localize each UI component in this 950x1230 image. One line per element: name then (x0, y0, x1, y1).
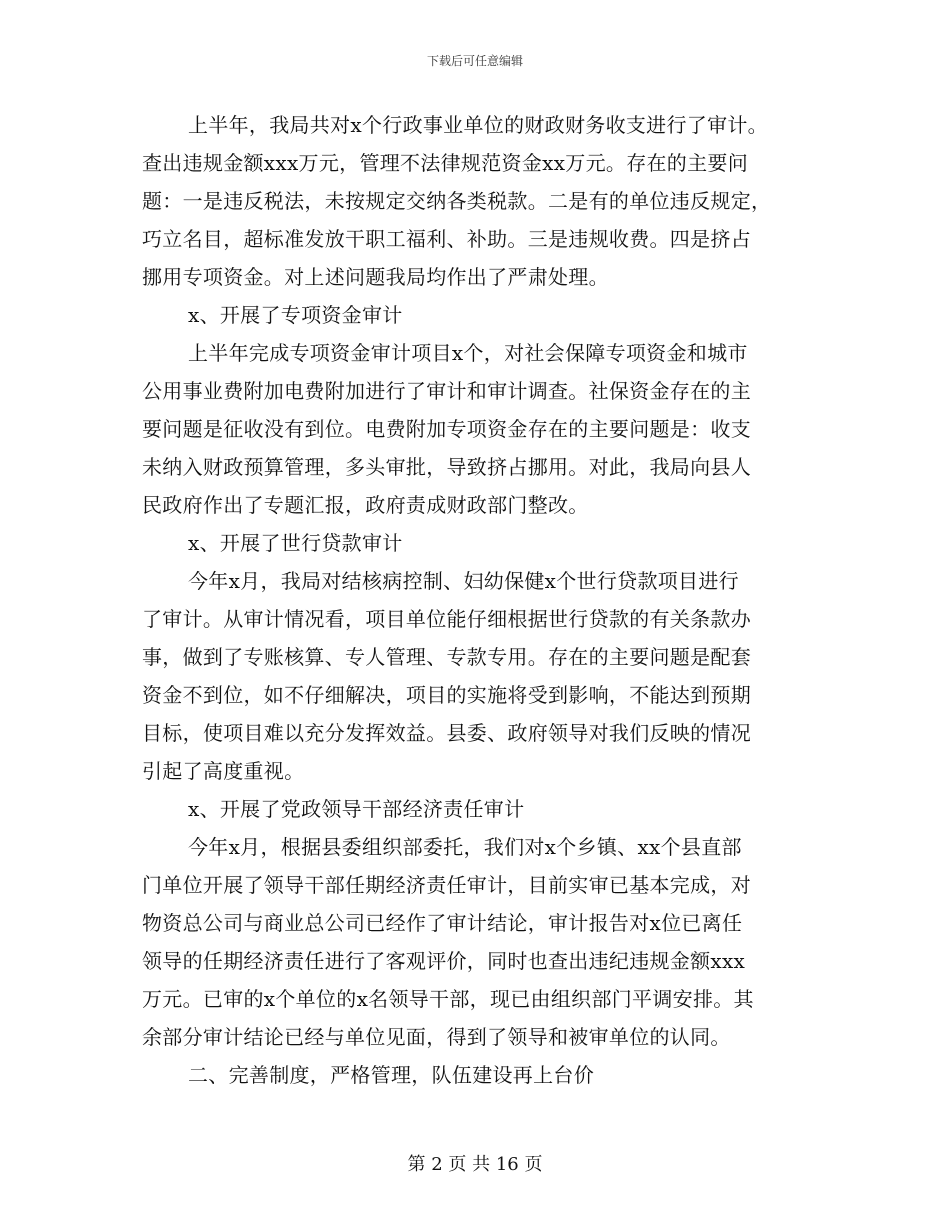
paragraph-line: 物资总公司与商业总公司已经作了审计结论，审计报告对x位已离任 (142, 911, 743, 935)
paragraph-line: 今年x月，我局对结核病控制、妇幼保健x个世行贷款项目进行 (188, 569, 739, 593)
section-heading: x、开展了专项资金审计 (188, 303, 403, 327)
paragraph-line: 门单位开展了领导干部任期经济责任审计，目前实审已基本完成，对 (142, 873, 751, 897)
paragraph-line: 挪用专项资金。对上述问题我局均作出了严肃处理。 (142, 265, 609, 289)
paragraph-line: 目标，使项目难以充分发挥效益。县委、政府领导对我们反映的情况 (142, 721, 751, 745)
section-heading: x、开展了党政领导干部经济责任审计 (188, 797, 525, 821)
paragraph-line: 巧立名目，超标准发放干职工福利、补助。三是违规收费。四是挤占 (142, 227, 751, 251)
paragraph-line: 查出违规金额xxx万元，管理不法律规范资金xx万元。存在的主要问 (142, 151, 748, 175)
paragraph-line: 上半年完成专项资金审计项目x个，对社会保障专项资金和城市 (188, 341, 748, 365)
page-footer: 第 2 页 共 16 页 (407, 1154, 543, 1175)
paragraph-line: 了审计。从审计情况看，项目单位能仔细根据世行贷款的有关条款办 (142, 607, 751, 631)
paragraph-line: 余部分审计结论已经与单位见面，得到了领导和被审单位的认同。 (142, 1025, 731, 1049)
paragraph-line: 今年x月，根据县委组织部委托，我们对x个乡镇、xx个县直部 (188, 835, 742, 859)
paragraph-line: 题：一是违反税法，未按规定交纳各类税款。二是有的单位违反规定， (142, 189, 772, 213)
section-heading: 二、完善制度，严格管理，队伍建设再上台价 (188, 1063, 594, 1087)
paragraph-line: 资金不到位，如不仔细解决，项目的实施将受到影响，不能达到预期 (142, 683, 751, 707)
paragraph-line: 未纳入财政预算管理，多头审批，导致挤占挪用。对此，我局向县人 (142, 455, 751, 479)
paragraph-line: 万元。已审的x个单位的x名领导干部，现已由组织部门平调安排。其 (142, 987, 754, 1011)
paragraph-line: 领导的任期经济责任进行了客观评价，同时也查出违纪违规金额xxx (142, 949, 746, 973)
paragraph-line: 上半年，我局共对x个行政事业单位的财政财务收支进行了审计。 (188, 113, 768, 137)
section-heading: x、开展了世行贷款审计 (188, 531, 403, 555)
paragraph-line: 引起了高度重视。 (142, 759, 305, 783)
paragraph-line: 要问题是征收没有到位。电费附加专项资金存在的主要问题是：收支 (142, 417, 751, 441)
page-header: 下载后可任意编辑 (426, 54, 523, 68)
paragraph-line: 民政府作出了专题汇报，政府责成财政部门整改。 (142, 493, 589, 517)
paragraph-line: 事，做到了专账核算、专人管理、专款专用。存在的主要问题是配套 (142, 645, 751, 669)
paragraph-line: 公用事业费附加电费附加进行了审计和审计调查。社保资金存在的主 (142, 379, 751, 403)
document-body (142, 106, 810, 1094)
